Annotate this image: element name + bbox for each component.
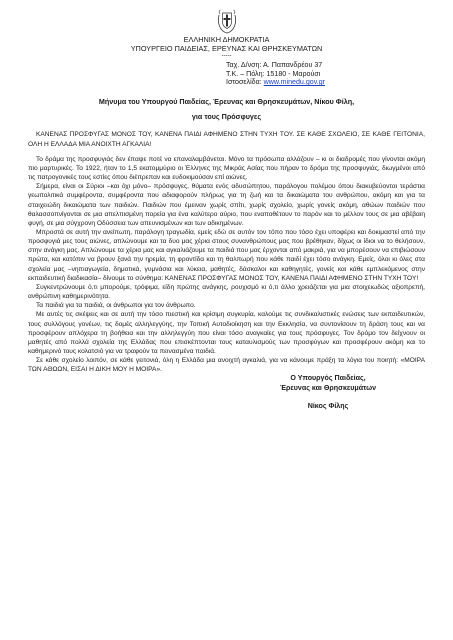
paragraph: Συγκεντρώνουμε ό,τι μπορούμε, τρόφιμα, είδη πρώτης ανάγκης, ρουχισμό κι ό,τι άλλο χρειάζεται για μια στοιχειωδώς αξιοπρεπή, ανθρώπινη καθημερινότητα. — [28, 283, 425, 301]
paragraph: Τα παιδιά για τα παιδιά, οι άνθρωποι για τον άνθρωπο. — [36, 302, 196, 310]
greek-coat-of-arms-icon — [216, 8, 238, 34]
header-separator: ----- — [221, 53, 232, 60]
header-ministry: ΥΠΟΥΡΓΕΙΟ ΠΑΙΔΕΙΑΣ, ΕΡΕΥΝΑΣ ΚΑΙ ΘΡΗΣΚΕΥΜΑΤΩΝ — [130, 43, 323, 53]
header-republic: ΕΛΛΗΝΙΚΗ ΔΗΜΟΚΡΑΤΙΑ — [183, 35, 270, 44]
signature-role-line1: Ο Υπουργός Παιδείας, — [290, 374, 366, 383]
signature-role — [258, 374, 398, 392]
address-postal: Τ.Κ. – Πόλη: 15180 - Μαρούσι — [226, 69, 321, 78]
paragraph: Σε κάθε σχολείο λοιπόν, σε κάθε γειτονιά, όλη η Ελλάδα μια ανοιχτή αγκαλιά, για να κάνουμε πράξη τα λόγια του ποιητή: «ΜΟΙΡΑ ΤΩΝ ΑΘΩΩΝ, ΕΙΣΑΙ Η ΔΙΚΗ ΜΟΥ Η ΜΟΙΡΑ». — [28, 357, 425, 374]
message-body — [28, 130, 425, 374]
paragraph: Μπροστά σε αυτή την ανείπωτη, παράλογη τραγωδία, εμείς εδώ σε αυτόν τον τόπο που τόσο έχει υποφέρει και δοκιμαστεί από την προσφυγιά μες τους αιώνες, απλώνουμε και τα δυο μας χέρια στους συνανθρώπους μας που βρέθηκαν, δίχως οι ίδιοι να το θελήσουν, στην ανάγκη μας. Απλώνουμε τα χέρια μας και αγκαλιάζουμε τα παιδιά που μας έρχονται από μακριά, για να μπορέσουν να επιβιώσουν πρώτα, και κατόπιν να βρουν ξανά την ηρεμία, τη φροντίδα και τη θαλπωρή που κάθε παιδί έχει τόσο ανάγκη. Εμείς, όλοι κι όλες στα σχολεία μας –νηπιαγωγεία, δημοτικά, γυμνάσια και λύκεια, μαθητές, δάσκαλοι και καθηγητές, γονείς και κάθε εμπλεκόμενος στην εκπαιδευτική διαδικασία– δίνουμε το σύνθημα: ΚΑΝΕΝΑΣ ΠΡΟΣΦΥΓΑΣ ΜΟΝΟΣ ΤΟΥ, ΚΑΝΕΝΑ ΠΑΙΔΙ ΑΦΗΜΕΝΟ ΣΤΗΝ ΤΥΧΗ ΤΟΥ! — [28, 228, 425, 282]
signature-name: Νίκος Φίλης — [307, 401, 349, 410]
ministry-header — [28, 36, 425, 59]
website-link[interactable]: www.minedu.gov.gr — [263, 78, 326, 86]
signature-role-line2: Έρευνας και Θρησκευμάτων — [279, 383, 377, 392]
website-label: Ιστοσελίδα: — [226, 78, 264, 86]
paragraph: Το δράμα της προσφυγιάς δεν έπαψε ποτέ να επαναλαμβάνεται. Μόνο τα πρόσωπα αλλάζουν – κι οι διαδρομές που γίνονται ακόμη πιο μαρτυρικές. Το 1922, ήταν το 1,5 εκατομμύριο οι Έλληνες της Μικράς Ασίας που πήραν το δρόμο της προσφυγιάς, διωγμένοι από τις πατρογονικές τους εστίες όπου διέπρεπαν και ευδοκιμούσαν επί αιώνες. — [28, 155, 425, 182]
address-street: Ταχ. Δ/νση: Α. Παπανδρέου 37 — [226, 61, 323, 70]
document-title: Μήνυμα του Υπουργού Παιδείας, Έρευνας και Θρησκευμάτων, Νίκου Φίλη, — [98, 97, 355, 107]
address-block — [226, 61, 425, 86]
document-subtitle: για τους Πρόσφυγες — [191, 112, 262, 122]
address-website-line — [226, 78, 425, 86]
paragraph: Σήμερα, είναι οι Σύριοι –και όχι μόνο– πρόσφυγες, θύματα ενός αδυσώπητου, παράλογου πολέμου όπου διακυβεύονται τεράστια γεωπολιτικά συμφέροντα, συμφέροντα που αδιαφορούν πλήρως για τη ζωή και τα δικαιώματα του ανθρώπου, ακόμη και για τα στοιχειώδη δικαιώματα των παιδιών. Παιδιών που έμειναν χωρίς σπίτι, χωρίς σχολείο, χωρίς γονείς ακόμη, αθώων παιδιών που θαλασσοπνίγονται σε μια απελπισμένη πορεία για ένα καλύτερο αύριο, που εναποθέτουν το παρόν και το μέλλον τους σε μια αβέβαιη φυγή, σε μια σύγχρονη Οδύσσεια των απευνισμένων και των αδικημένων. — [28, 183, 425, 227]
paragraph: ΚΑΝΕΝΑΣ ΠΡΟΣΦΥΓΑΣ ΜΟΝΟΣ ΤΟΥ, ΚΑΝΕΝΑ ΠΑΙΔΙ ΑΦΗΜΕΝΟ ΣΤΗΝ ΤΥΧΗ ΤΟΥ. ΣΕ ΚΑΘΕ ΣΧΟΛΕΙΟ, ΣΕ ΚΑΘΕ ΓΕΙΤΟΝΙΑ, ΟΛΗ Η ΕΛΛΑΔΑ ΜΙΑ ΑΝΟΙΧΤΗ ΑΓΚΑΛΙΑ! — [28, 131, 425, 148]
paragraph: Με αυτές τις σκέψεις και σε αυτή την τόσο πιεστική και κρίσιμη συγκυρία, καλούμε τις συνδικαλιστικές ενώσεις των εκπαιδευτικών, τους συλλόγους γονέων, τις δομές αλληλεγγύης, την Τοπική Αυτοδιοίκηση και την Εκκλησία, να συντονίσουν τη δράση τους και να προσφέρουν απλόχερα τη βοήθεια και την αλληλεγγύη που είναι τόσο αναγκαίες για τους πρόσφυγες. Τον δρόμο τον δείχνουν οι μαθητές από πολλά σχολεία της Ελλάδας που επισκέπτονται τους καταυλισμούς των προσφύγων και προσφέρουν ακόμη και το καθημερινό τους κολατσιό για να τραφούν τα πεινασμένα παιδιά. — [28, 311, 425, 355]
